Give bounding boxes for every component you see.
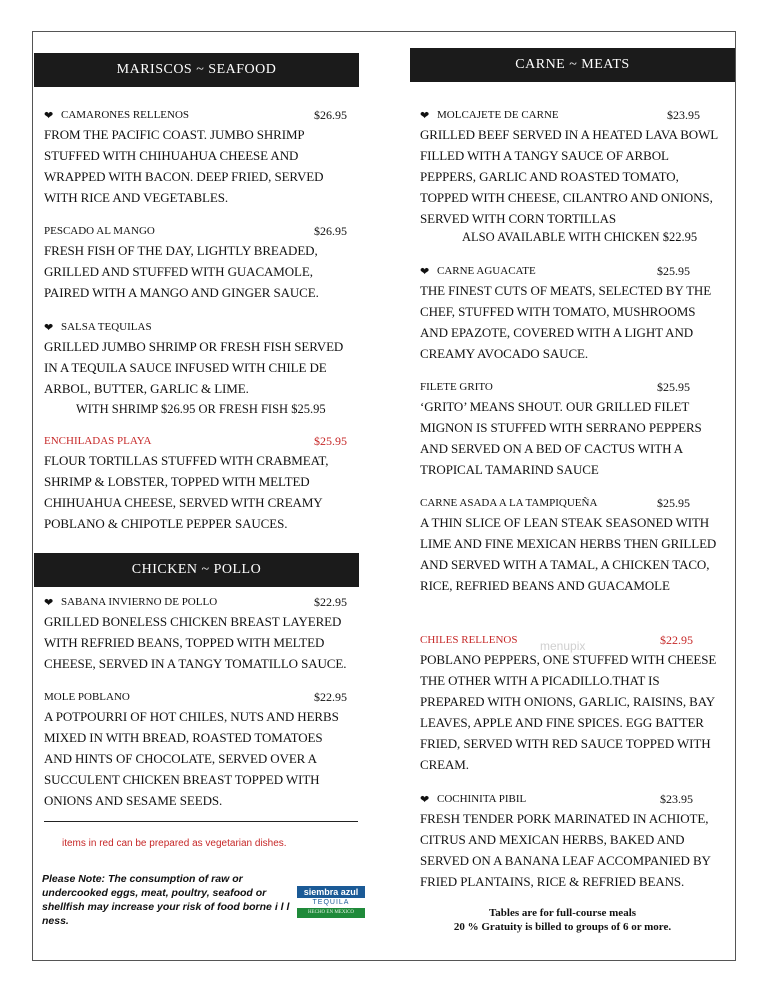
seafood-header: MARISCOS ~ SEAFOOD: [34, 53, 359, 87]
meats-section: [410, 48, 735, 82]
menu-item-mole-poblano: MOLE POBLANO $22.95 A POTPOURRI OF HOT CHILES, NUTS AND HERBS MIXED IN WITH BREAD, ROASTED TOMATOES AND HINTS OF CHOCOLATE, SERVED OVER A SUCCULENT CHICKEN BREAST TOPPED WITH ONIONS AND SESAME SEEDS.: [44, 690, 347, 808]
salsa-tequilas-price-note: WITH SHRIMP $26.95 OR FRESH FISH $25.95: [76, 402, 326, 416]
heart-icon: ❤: [44, 597, 54, 609]
menu-item-enchiladas-playa: ENCHILADAS PLAYA $25.95 FLOUR TORTILLAS STUFFED WITH CRABMEAT, SHRIMP & LOBSTER, TOPPED WITH MELTED CHIHUAHUA CHEESE, SERVED WITH CREAMY POBLANO & CHIPOTLE PEPPER SAUCES.: [44, 434, 347, 531]
menu-item-salsa-tequilas: ❤ SALSA TEQUILAS GRILLED JUMBO SHRIMP OR FRESH FISH SERVED IN A TEQUILA SAUCE INFUSED WITH CHILE DE ARBOL, BUTTER, GARLIC & LIME. WITH SHRIMP $26.95 OR FRESH FISH $25.95: [34, 320, 359, 419]
menu-item-carne-asada: CARNE ASADA A LA TAMPIQUEÑA $25.95 A THIN SLICE OF LEAN STEAK SEASONED WITH LIME AND FINE MEXICAN HERBS THEN GRILLED AND SERVED WITH A TAMAL, A CHICKEN TACO, RICE, REFRIED BEANS AND GUACAMOLE: [420, 496, 717, 593]
menu-item-camarones-rellenos: ❤ CAMARONES RELLENOS $26.95 FROM THE PACIFIC COAST. JUMBO SHRIMP STUFFED WITH CHIHUAHUA CHEESE AND WRAPPED WITH BACON. DEEP FRIED, SERVED WITH RICE AND VEGETABLES.: [44, 108, 347, 205]
menu-item-molcajete: ❤ MOLCAJETE DE CARNE $23.95 GRILLED BEEF SERVED IN A HEATED LAVA BOWL FILLED WITH A TANGY SAUCE OF ARBOL PEPPERS, GARLIC AND ROASTED TOMATO, TOPPED WITH CHEESE, CILANTRO AND ONIONS, SERVED WITH CORN TORTILLAS ALSO AVAILABLE WITH CHICKEN $22.95: [410, 108, 735, 245]
menu-item-cochinita-pibil: ❤ COCHINITA PIBIL $23.95 FRESH TENDER PORK MARINATED IN ACHIOTE, CITRUS AND MEXICAN HERBS, BAKED AND SERVED ON A BANANA LEAF ACCOMPANIED BY FRIED PLANTAINS, RICE & REFRIED BEANS.: [420, 792, 711, 889]
molcajete-chicken-note: ALSO AVAILABLE WITH CHICKEN $22.95: [462, 230, 698, 244]
food-safety-warning: Please Note: The consumption of raw or undercooked eggs, meat, poultry, seafood or shellfish may increase your risk of food borne i l l ness.: [42, 873, 290, 927]
watermark: menupix: [540, 639, 586, 653]
menu-item-sabana-invierno: ❤ SABANA INVIERNO DE POLLO $22.95 GRILLED BONELESS CHICKEN BREAST LAYERED WITH REFRIED BEANS, TOPPED WITH MELTED CHEESE, SERVED IN A TANGY TOMATILLO SAUCE.: [44, 595, 347, 671]
menu-item-chiles-rellenos: CHILES RELLENOS $22.95 POBLANO PEPPERS, ONE STUFFED WITH CHEESE THE OTHER WITH A PICADILLO.THAT IS PREPARED WITH ONIONS, GARLIC, RAISINS, BAY LEAVES, APPLE AND FINE SPICES. EGG BATTER FRIED, SERVED WITH RED SAUCE TOPPED WITH CREAM.: [420, 633, 717, 772]
heart-icon: ❤: [420, 794, 430, 806]
heart-icon: ❤: [44, 110, 54, 122]
menu-item-carne-aguacate: ❤ CARNE AGUACATE $25.95 THE FINEST CUTS OF MEATS, SELECTED BY THE CHEF, STUFFED WITH TOMATO, MUSHROOMS AND EPAZOTE, COVERED WITH A LIGHT AND CREAMY AVOCADO SAUCE.: [420, 264, 712, 361]
menu-item-pescado-al-mango: PESCADO AL MANGO $26.95 FRESH FISH OF THE DAY, LIGHTLY BREADED, GRILLED AND STUFFED WITH GUACAMOLE, PAIRED WITH A MANGO AND GINGER SAUCE.: [44, 224, 347, 300]
heart-icon: ❤: [44, 322, 54, 334]
chicken-header: CHICKEN ~ POLLO: [34, 553, 359, 587]
divider: [44, 821, 358, 822]
chicken-section: [34, 553, 359, 587]
heart-icon: ❤: [420, 110, 430, 122]
footer-note: Tables are for full-course meals 20 % Gratuity is billed to groups of 6 or more.: [453, 907, 672, 933]
seafood-section: [34, 53, 359, 87]
menu-item-filete-grito: FILETE GRITO $25.95 ‘GRITO’ MEANS SHOUT. OUR GRILLED FILET MIGNON IS STUFFED WITH SERRANO PEPPERS AND SERVED ON A BED OF CACTUS WITH A TROPICAL TAMARIND SAUCE: [420, 380, 702, 477]
vegetarian-note: items in red can be prepared as vegetarian dishes.: [62, 838, 287, 849]
meats-header: CARNE ~ MEATS: [410, 48, 735, 82]
siembra-azul-logo: siembra azul TEQUILA HECHO EN MEXICO: [297, 886, 365, 920]
heart-icon: ❤: [420, 266, 430, 278]
